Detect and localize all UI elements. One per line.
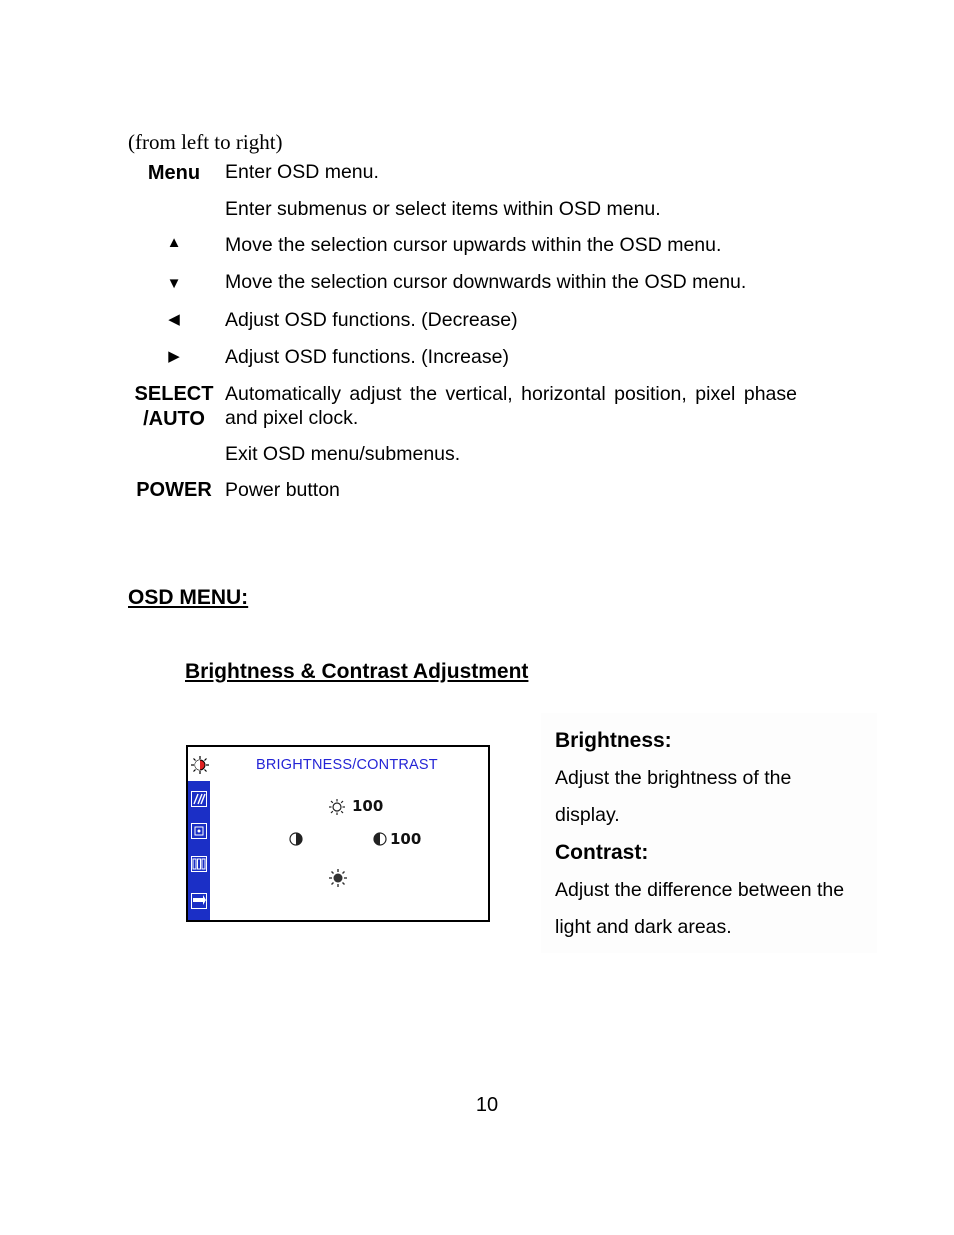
osd-title: BRIGHTNESS/CONTRAST <box>256 757 438 773</box>
description-panel <box>541 713 877 953</box>
exit-icon <box>191 893 207 909</box>
osd-brightness-sun-icon <box>329 799 345 820</box>
position-icon <box>191 823 207 839</box>
power-description: Power button <box>225 479 340 501</box>
left-arrow-icon: ◀ <box>168 311 180 328</box>
up-description: Move the selection cursor upwards within the OSD menu. <box>225 234 722 256</box>
osd-menu-screenshot <box>186 745 490 922</box>
contrast-text-1: Adjust the difference between the <box>555 879 845 901</box>
osd-contrast-icon <box>373 832 387 851</box>
osd-brightness-tab-icon <box>191 756 209 774</box>
menu-description-submenu: Enter submenus or select items within OSD menu. <box>225 198 661 220</box>
right-arrow-icon: ▶ <box>168 348 180 365</box>
select-key-label: SELECT <box>134 383 214 405</box>
up-arrow-icon: ▲ <box>166 234 182 251</box>
right-description: Adjust OSD functions. (Increase) <box>225 346 509 368</box>
brightness-text-1: Adjust the brightness of the <box>555 767 792 789</box>
left-description: Adjust OSD functions. (Decrease) <box>225 309 518 331</box>
menu-description: Enter OSD menu. <box>225 161 379 183</box>
brightness-text-2: display. <box>555 804 620 826</box>
osd-brightness-max-icon <box>329 869 347 892</box>
auto-key-label: /AUTO <box>143 408 205 430</box>
sub-heading: Brightness & Contrast Adjustment <box>185 660 529 683</box>
osd-contrast-min-icon <box>289 832 303 851</box>
rgb-icon <box>191 856 207 872</box>
down-description: Move the selection cursor downwards within the OSD menu. <box>225 271 747 293</box>
power-key-label: POWER <box>136 479 212 501</box>
geometry-icon <box>191 791 207 807</box>
page-number: 10 <box>475 1094 499 1116</box>
contrast-text-2: light and dark areas. <box>555 916 732 938</box>
osd-contrast-value: 100 <box>390 830 422 848</box>
osd-brightness-value: 100 <box>352 797 384 815</box>
select-description: Automatically adjust the vertical, horizontal position, pixel phase and pixel clock. <box>225 383 797 429</box>
select-exit-description: Exit OSD menu/submenus. <box>225 443 461 465</box>
osd-icon-rail <box>188 781 210 920</box>
contrast-heading: Contrast: <box>555 841 649 864</box>
section-heading: OSD MENU: <box>128 586 249 609</box>
intro-text: (from left to right) <box>128 130 283 154</box>
down-arrow-icon: ▼ <box>166 275 182 292</box>
brightness-heading: Brightness: <box>555 729 672 752</box>
menu-key-label: Menu <box>147 162 201 184</box>
